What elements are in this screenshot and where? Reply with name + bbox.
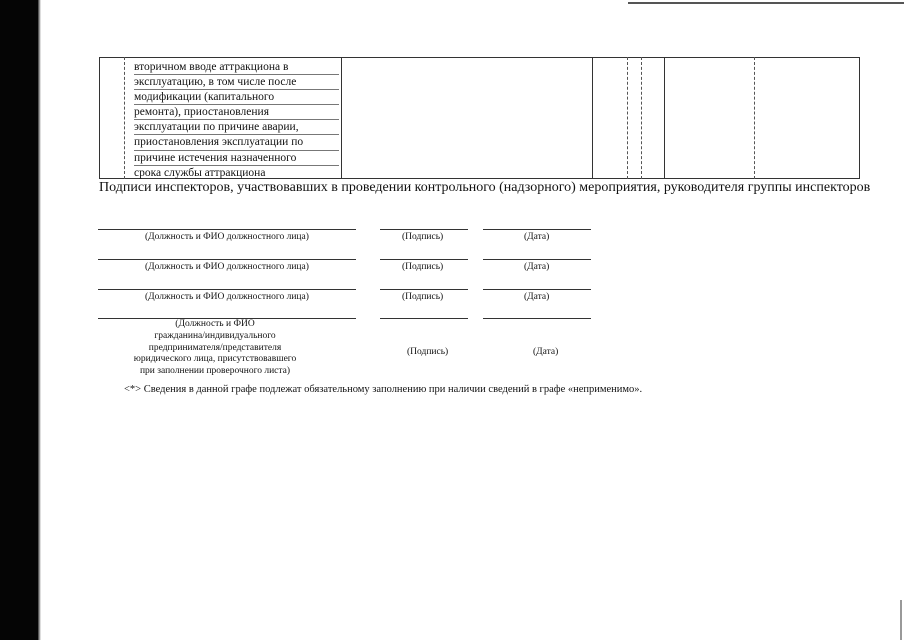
cell-line: приостановления эксплуатации по	[134, 135, 339, 150]
table-col-border	[627, 57, 628, 179]
signature-caption: (Подпись)	[407, 347, 449, 357]
footnote: <*> Сведения в данной графе подлежат обязательному заполнению при наличии сведений в графе «неприменимо».	[124, 384, 643, 395]
present-person-caption	[120, 319, 310, 378]
scan-dark-edge	[0, 0, 38, 640]
table-col-border	[124, 57, 125, 179]
date-line	[483, 259, 591, 260]
scan-top-mark	[628, 2, 904, 4]
signature-caption: (Подпись)	[402, 262, 444, 272]
position-caption: (Должность и ФИО должностного лица)	[145, 262, 309, 272]
table-col-border	[859, 57, 860, 179]
caption-line: юридического лица, присутствовавшего	[133, 354, 297, 365]
caption-line: (Должность и ФИО	[175, 319, 255, 329]
caption-line: гражданина/индивидуального	[154, 330, 276, 341]
signature-caption: (Подпись)	[402, 292, 444, 302]
table-top-border	[99, 57, 860, 58]
table-col-border	[754, 57, 755, 179]
cell-line: срока службы аттракциона	[134, 166, 266, 179]
cell-line: эксплуатацию, в том числе после	[134, 75, 339, 90]
date-line	[483, 229, 591, 230]
date-caption: (Дата)	[524, 262, 550, 272]
position-caption: (Должность и ФИО должностного лица)	[145, 232, 309, 242]
scan-speck	[900, 600, 902, 640]
date-caption: (Дата)	[524, 292, 550, 302]
cell-line: причине истечения назначенного	[134, 151, 339, 166]
cell-line: модификации (капитального	[134, 90, 339, 105]
position-line	[98, 289, 356, 290]
signature-caption: (Подпись)	[402, 232, 444, 242]
signature-line	[380, 318, 468, 319]
position-caption: (Должность и ФИО должностного лица)	[145, 292, 309, 302]
checklist-table-fragment	[99, 57, 860, 179]
signatures-heading: Подписи инспекторов, участвовавших в проведении контрольного (надзорного) мероприятия, руководителя группы инспекторов	[99, 180, 871, 195]
date-caption: (Дата)	[524, 232, 550, 242]
table-col-border	[99, 57, 100, 179]
date-caption: (Дата)	[533, 347, 559, 357]
caption-line: предпринимателя/представителя	[148, 342, 282, 353]
signature-line	[380, 259, 468, 260]
caption-line: при заполнении проверочного листа)	[139, 366, 291, 377]
cell-line: ремонта), приостановления	[134, 105, 339, 120]
table-col-border	[341, 57, 342, 179]
table-col-border	[641, 57, 642, 179]
table-col-border	[664, 57, 665, 179]
position-line	[98, 259, 356, 260]
cell-line: эксплуатации по причине аварии,	[134, 120, 339, 135]
position-line	[98, 229, 356, 230]
date-line	[483, 289, 591, 290]
date-line	[483, 318, 591, 319]
signature-line	[380, 229, 468, 230]
table-col-border	[592, 57, 593, 179]
cell-line: вторичном вводе аттракциона в	[134, 60, 339, 75]
signature-line	[380, 289, 468, 290]
table-cell-requirement	[134, 60, 339, 180]
